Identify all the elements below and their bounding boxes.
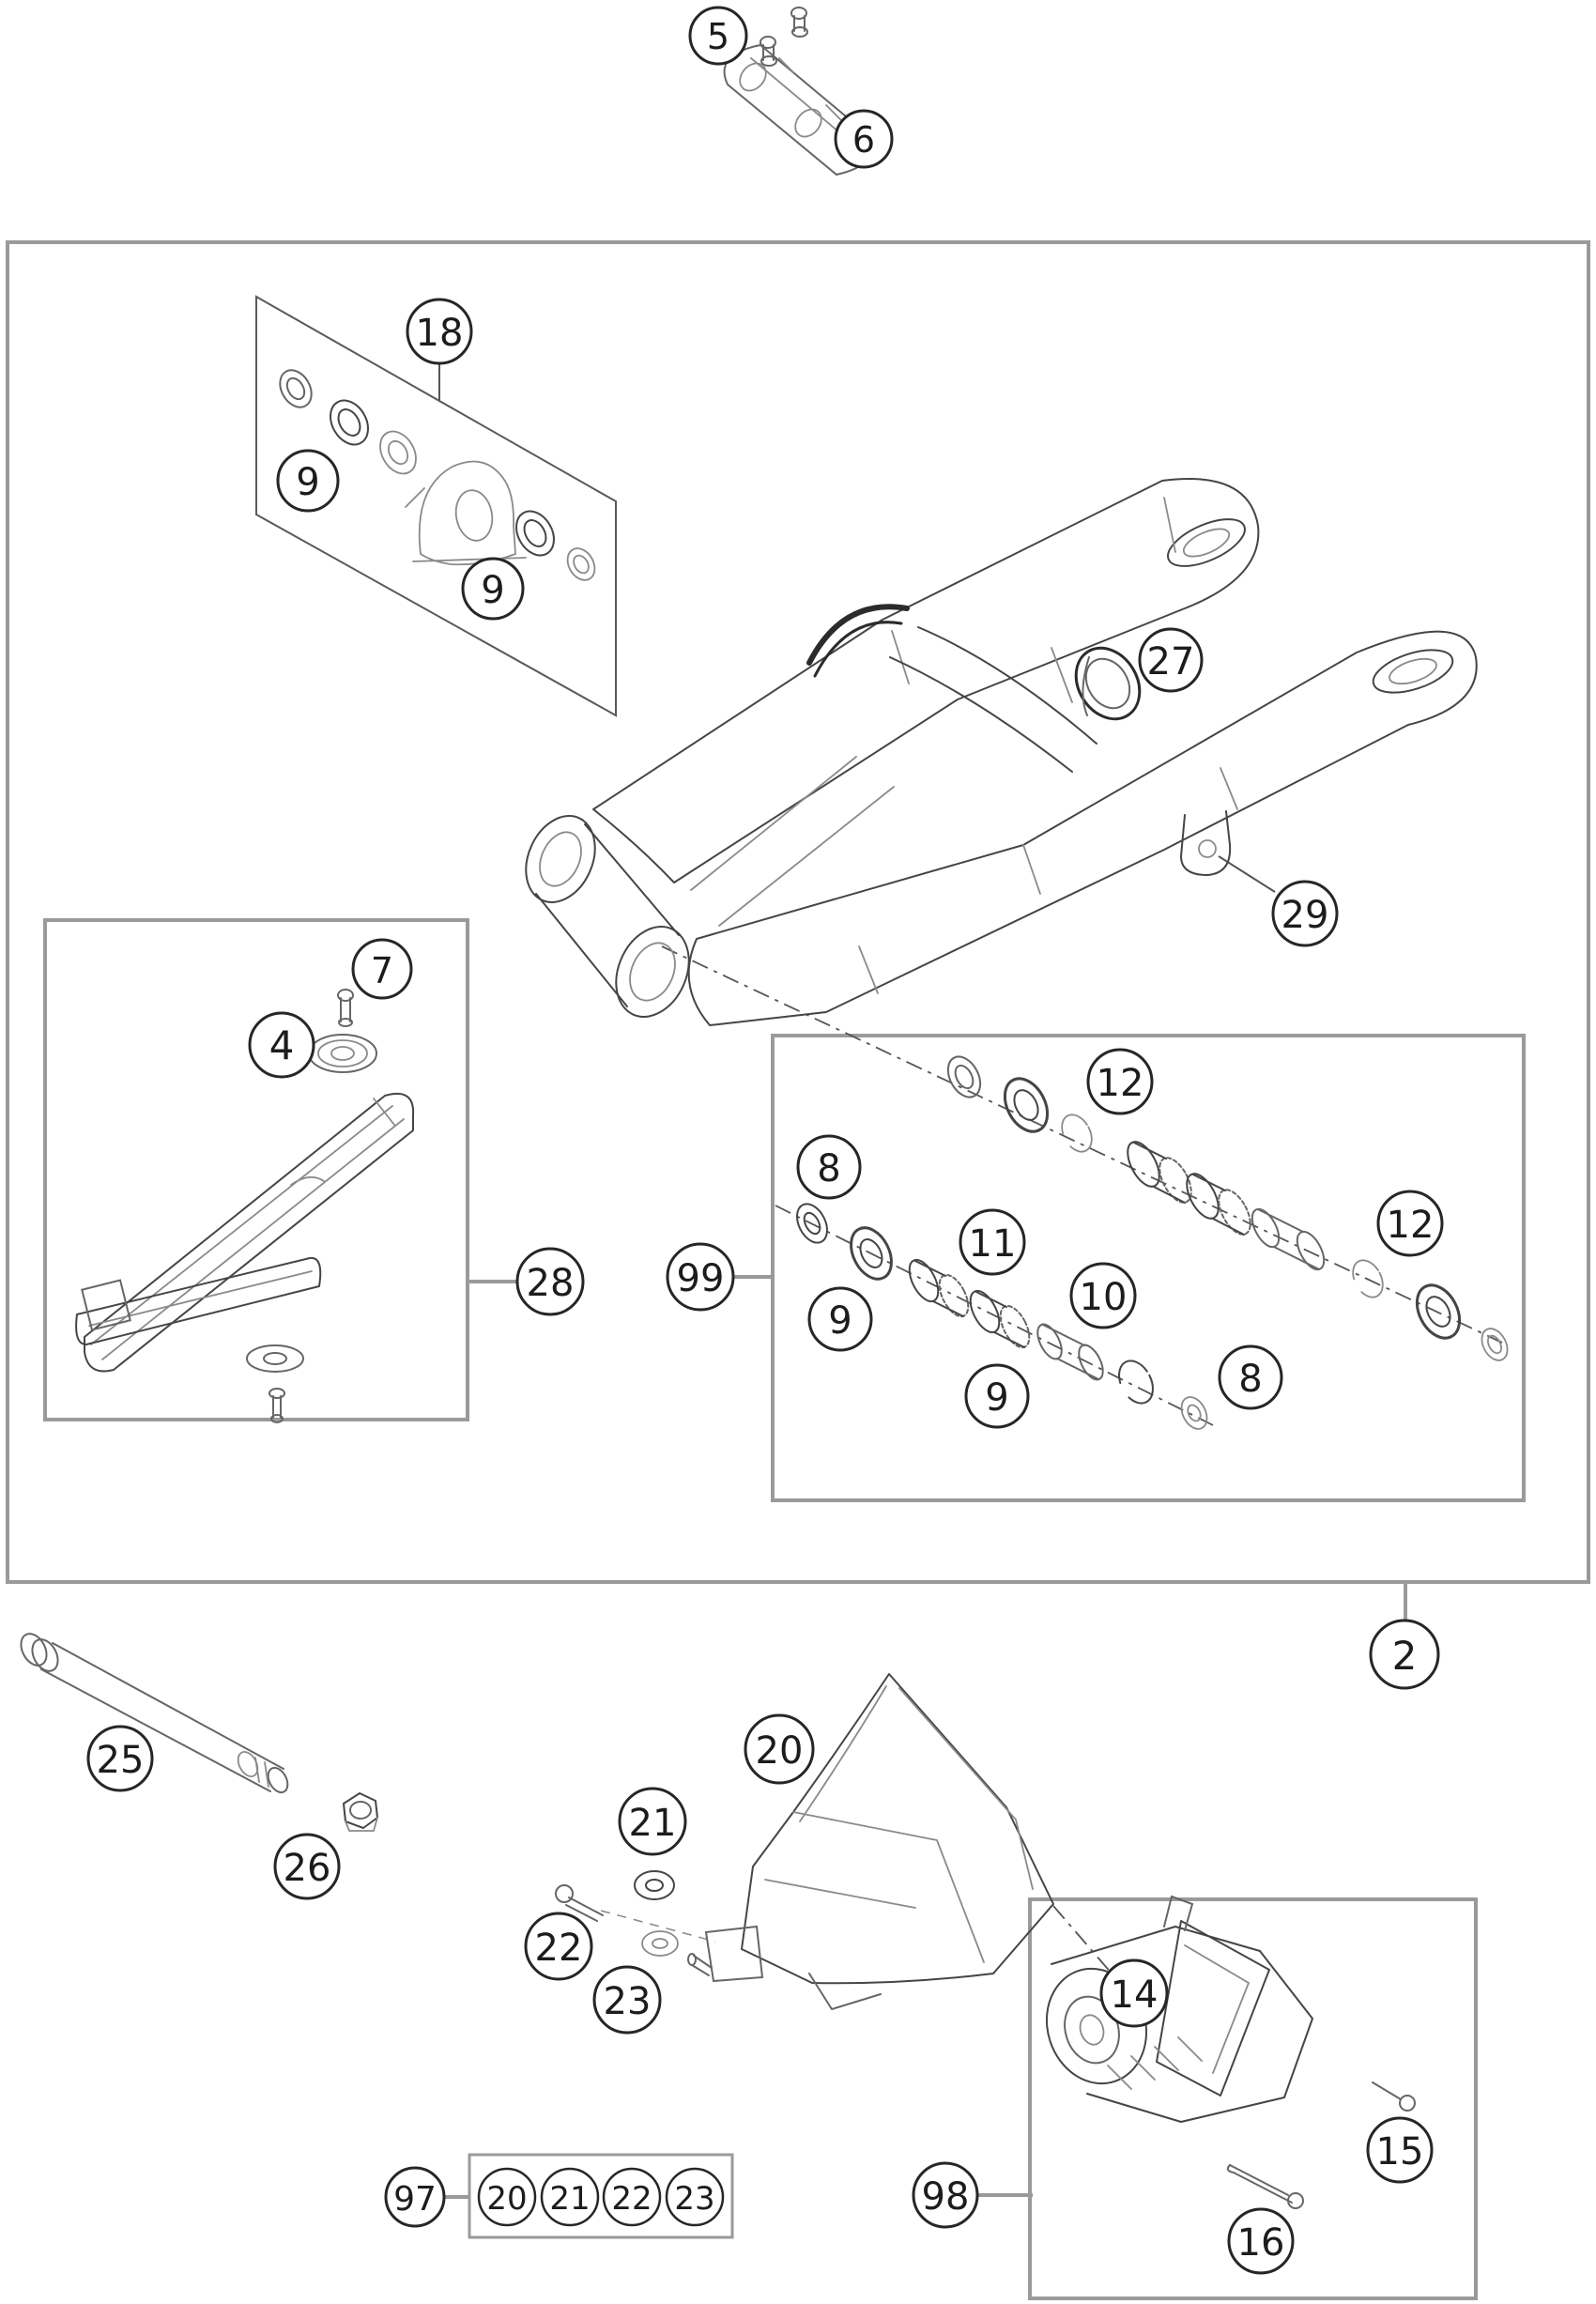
svg-text:14: 14 <box>1110 1974 1159 2017</box>
callout-22 <box>526 1913 591 1979</box>
svg-text:15: 15 <box>1375 2130 1424 2173</box>
callout-9-kit18-a <box>278 451 338 511</box>
part-swingarm-bolt <box>16 1629 292 1795</box>
svg-text:2: 2 <box>1391 1633 1418 1679</box>
svg-text:12: 12 <box>1096 1062 1144 1105</box>
svg-text:5: 5 <box>706 16 730 57</box>
svg-text:8: 8 <box>817 1147 841 1190</box>
svg-text:28: 28 <box>526 1262 575 1305</box>
bushing-row1-a <box>1121 1137 1197 1207</box>
svg-text:12: 12 <box>1386 1204 1435 1247</box>
legend-callout-20 <box>479 2169 535 2225</box>
svg-text:20: 20 <box>755 1729 804 1773</box>
svg-text:97: 97 <box>393 2180 437 2219</box>
part-chain-guide <box>1032 1897 1312 2122</box>
callout-21 <box>620 1789 685 1854</box>
callout-16 <box>1229 2209 1293 2273</box>
callout-98 <box>913 2163 977 2227</box>
legend-callout-22 <box>604 2169 660 2225</box>
svg-text:98: 98 <box>921 2175 970 2219</box>
legend-callout-21 <box>542 2169 598 2225</box>
callout-28 <box>517 1249 583 1314</box>
callout-8-b <box>1220 1346 1281 1408</box>
svg-text:9: 9 <box>985 1376 1009 1420</box>
part-seal-ring-27 <box>1064 637 1153 731</box>
svg-text:99: 99 <box>676 1257 725 1300</box>
callout-10 <box>1071 1264 1135 1328</box>
part-collar-nut <box>344 1793 377 1831</box>
svg-text:29: 29 <box>1281 894 1329 937</box>
legend-callout-23 <box>667 2169 723 2225</box>
callout-7 <box>353 940 411 998</box>
svg-text:7: 7 <box>370 950 394 991</box>
pivot-bearing-kit-box <box>773 1036 1524 1500</box>
svg-text:6: 6 <box>852 119 876 161</box>
main-frame-box <box>8 242 1588 1582</box>
callout-29 <box>1273 882 1337 945</box>
spacer-row1 <box>1247 1205 1329 1273</box>
svg-text:25: 25 <box>96 1739 145 1782</box>
callout-5 <box>690 8 746 64</box>
spacer-row2 <box>1033 1321 1108 1384</box>
callout-9-a <box>809 1288 871 1350</box>
callout-4 <box>250 1013 314 1077</box>
callout-2 <box>1371 1620 1438 1688</box>
svg-text:4: 4 <box>269 1022 295 1068</box>
bushing-row2-b <box>964 1286 1035 1352</box>
bushing-row1-b <box>1180 1169 1256 1239</box>
callout-18 <box>407 300 471 363</box>
svg-text:26: 26 <box>283 1847 331 1890</box>
callout-15 <box>1368 2118 1432 2182</box>
callout-26 <box>275 1835 339 1898</box>
svg-text:9: 9 <box>481 569 505 612</box>
svg-text:22: 22 <box>611 2180 652 2218</box>
callout-9-b <box>966 1365 1028 1427</box>
axis-guard-bolt <box>601 1911 715 1942</box>
callout-97 <box>386 2168 444 2226</box>
chain-slider-kit-box <box>45 920 468 1420</box>
part-swingarm <box>513 479 1476 1028</box>
part-chain-slider-kit <box>76 990 413 1422</box>
bushing-row2-a <box>903 1255 974 1321</box>
svg-text:21: 21 <box>628 1802 677 1845</box>
callout-27 <box>1140 629 1202 691</box>
callout-99 <box>668 1244 733 1310</box>
svg-text:11: 11 <box>968 1222 1017 1266</box>
svg-text:23: 23 <box>674 2180 715 2218</box>
svg-text:21: 21 <box>549 2180 591 2218</box>
callout-6 <box>836 111 892 167</box>
callout-12-a <box>1088 1050 1152 1114</box>
svg-text:23: 23 <box>603 1980 652 2023</box>
callout-11 <box>960 1210 1024 1274</box>
svg-text:18: 18 <box>415 312 464 355</box>
callout-20 <box>745 1715 813 1783</box>
callout-25 <box>88 1727 152 1790</box>
callout-23 <box>594 1967 660 2033</box>
callout-12-b <box>1378 1191 1442 1255</box>
callout-8-a <box>798 1136 860 1198</box>
svg-text:16: 16 <box>1236 2221 1285 2265</box>
callout-9-kit18-b <box>463 559 523 619</box>
svg-text:20: 20 <box>486 2180 528 2218</box>
svg-text:10: 10 <box>1079 1276 1128 1319</box>
svg-text:9: 9 <box>828 1299 852 1343</box>
svg-text:8: 8 <box>1238 1358 1263 1401</box>
svg-text:22: 22 <box>534 1927 583 1970</box>
callout-14 <box>1101 1960 1167 2026</box>
svg-text:9: 9 <box>296 461 320 504</box>
svg-text:27: 27 <box>1146 640 1195 684</box>
